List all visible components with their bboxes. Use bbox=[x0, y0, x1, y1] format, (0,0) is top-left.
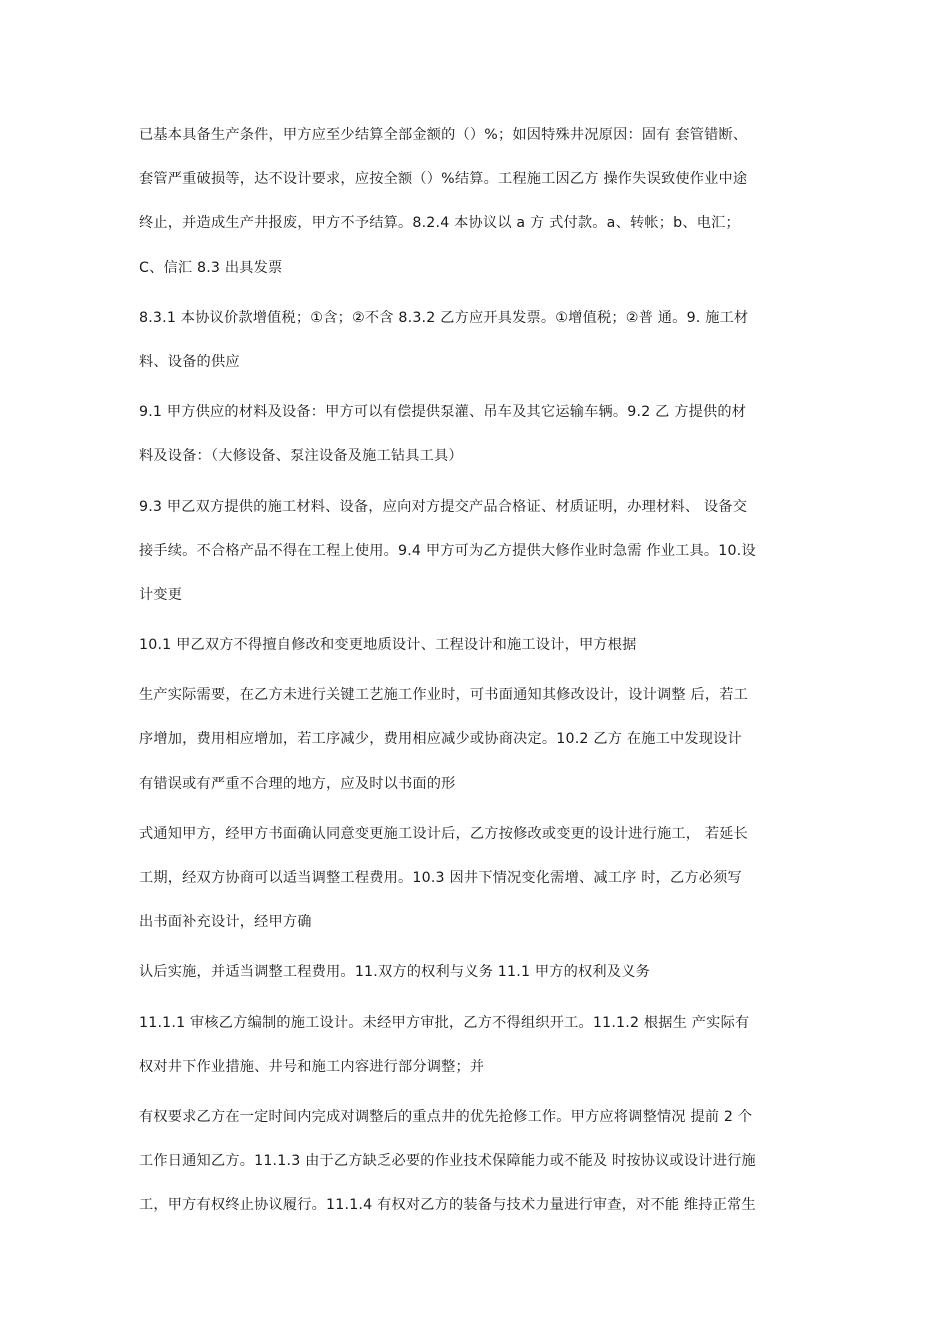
paragraph-materials-certification bbox=[139, 485, 829, 618]
text-line: 终止，并造成生产井报废，甲方不予结算。8.2.4 本协议以 a 方 式付款。a、转帐；b、电汇； bbox=[139, 215, 740, 232]
paragraph-design-adjustment bbox=[139, 673, 829, 806]
text-line: 序增加，费用相应增加，若工序减少，费用相应减少或协商决定。10.2 乙方 在施工中发现设计 bbox=[139, 731, 742, 748]
paragraph-design-change-intro bbox=[139, 623, 829, 667]
text-line: 有权要求乙方在一定时间内完成对调整后的重点井的优先抢修工作。甲方应将调整情况 提前 2 个 bbox=[139, 1108, 753, 1125]
text-line: 9.3 甲乙双方提供的施工材料、设备，应向对方提交产品合格证、材质证明，办理材料、 设备交 bbox=[139, 498, 748, 515]
text-line: 权对井下作业措施、井号和施工内容进行部分调整；并 bbox=[139, 1058, 485, 1075]
document-body bbox=[139, 113, 829, 1234]
text-line: 8.3.1 本协议价款增值税；①含；②不含 8.3.2 乙方应开具发票。①增值税；②普 通。9. 施工材 bbox=[139, 309, 749, 326]
paragraph-party-a-review bbox=[139, 1001, 829, 1089]
text-line: 认后实施，并适当调整工程费用。11.双方的权利与义务 11.1 甲方的权利及义务 bbox=[139, 964, 650, 981]
text-line: 工期，经双方协商可以适当调整工程费用。10.3 因井下情况变化需增、减工序 时，乙方必须写 bbox=[139, 870, 742, 886]
text-line: 出书面补充设计，经甲方确 bbox=[139, 914, 312, 931]
paragraph-payment-terms bbox=[139, 113, 829, 290]
text-line: 料及设备：（大修设备、泵注设备及施工钻具工具） bbox=[139, 448, 463, 465]
text-line: 10.1 甲乙双方不得擅自修改和变更地质设计、工程设计和施工设计，甲方根据 bbox=[139, 637, 637, 654]
paragraph-party-a-rights bbox=[139, 1095, 829, 1228]
text-line: 式通知甲方，经甲方书面确认同意变更施工设计后，乙方按修改或变更的设计进行施工， 若延长 bbox=[139, 825, 748, 842]
text-line: 工，甲方有权终止协议履行。11.1.4 有权对乙方的装备与技术力量进行审查，对不能 维持正常生 bbox=[139, 1197, 756, 1214]
text-line: 接手续。不合格产品不得在工程上使用。9.4 甲方可为乙方提供大修作业时急需 作业工具。10.设 bbox=[139, 542, 756, 559]
text-line: 套管严重破损等，达不设计要求，应按全额（）%结算。工程施工因乙方 操作失误致使作业中途 bbox=[139, 171, 748, 188]
text-line: 已基本具备生产条件，甲方应至少结算全部金额的（）%；如因特殊井况原因：固有 套管错断、 bbox=[139, 127, 748, 143]
text-line: 工作日通知乙方。11.1.3 由于乙方缺乏必要的作业技术保障能力或不能及 时按协议或设计进行施 bbox=[139, 1153, 756, 1170]
text-line: 计变更 bbox=[139, 586, 183, 603]
text-line: 料、设备的供应 bbox=[139, 353, 240, 370]
paragraph-materials-supply bbox=[139, 390, 829, 478]
text-line: 生产实际需要，在乙方未进行关键工艺施工作业时，可书面通知其修改设计，设计调整 后，若工 bbox=[139, 687, 748, 704]
text-line: 11.1.1 审核乙方编制的施工设计。未经甲方审批，乙方不得组织开工。11.1.2 根据生 产实际有 bbox=[139, 1014, 750, 1031]
text-line: C、信汇 8.3 出具发票 bbox=[139, 259, 283, 276]
paragraph-invoice bbox=[139, 296, 829, 384]
text-line: 9.1 甲方供应的材料及设备：甲方可以有偿提供泵灌、吊车及其它运输车辆。9.2 乙 方提供的材 bbox=[139, 404, 747, 421]
text-line: 有错误或有严重不合理的地方，应及时以书面的形 bbox=[139, 775, 456, 792]
paragraph-design-notification bbox=[139, 812, 829, 945]
paragraph-rights-intro bbox=[139, 950, 829, 994]
